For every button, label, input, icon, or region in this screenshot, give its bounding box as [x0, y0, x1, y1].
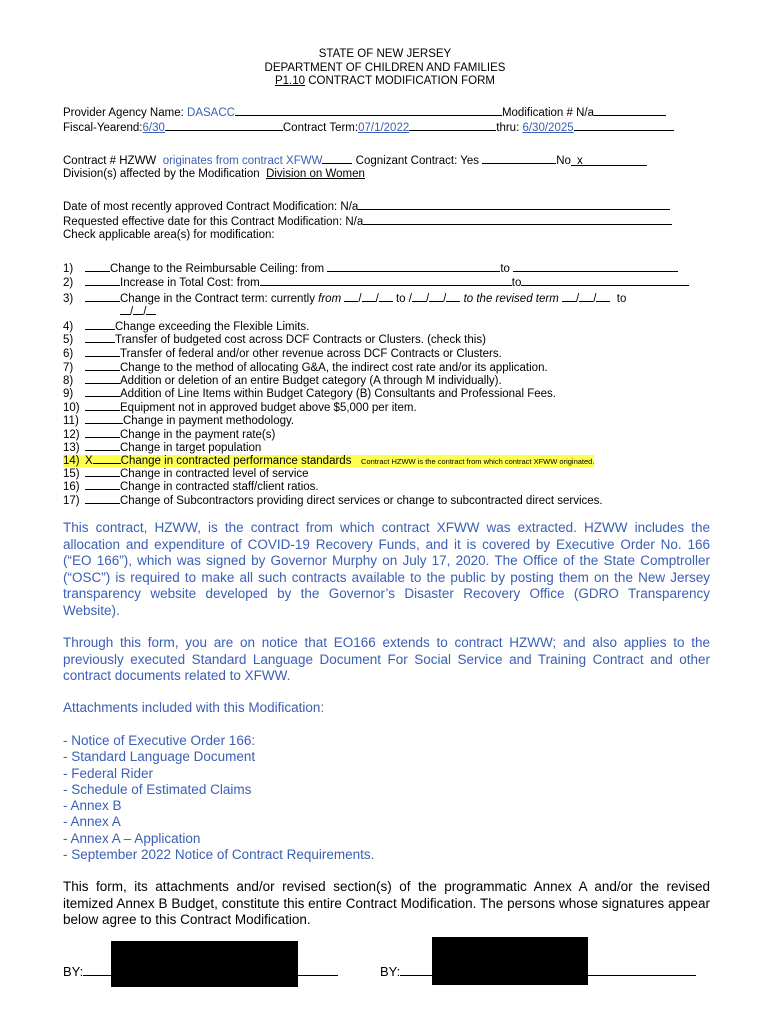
item-text: Change in contracted staff/client ratios. — [120, 481, 319, 493]
list-item: - September 2022 Notice of Contract Requirements. — [63, 847, 375, 863]
item-number: 12) — [63, 429, 80, 441]
item-number: 13) — [63, 442, 80, 454]
date-blank — [379, 290, 393, 302]
thru-label: thru: — [496, 122, 523, 134]
attachments-list — [63, 733, 374, 863]
form-code: P1.10 — [274, 75, 306, 87]
item-blank — [85, 331, 115, 343]
date-blank — [146, 303, 156, 315]
item-to: to / — [395, 293, 412, 305]
thru-blank — [574, 119, 674, 131]
item-3-continued — [120, 303, 156, 319]
item-blank — [85, 412, 123, 424]
date-slash: / — [593, 293, 597, 305]
item-from-blank — [260, 274, 512, 286]
date-blank — [362, 290, 376, 302]
date-blank — [412, 290, 426, 302]
by-label: BY: — [380, 964, 401, 979]
fiscal-blank — [165, 119, 283, 131]
check-areas-label: Check applicable area(s) for modification: — [63, 229, 275, 241]
fiscal-value: 6/30 — [142, 122, 165, 134]
item-number: 11) — [63, 415, 79, 427]
item-from-blank — [327, 260, 500, 272]
hzww-explanation-paragraph: This contract, HZWW, is the contract from which contract XFWW was extracted. HZWW includes the allocation and expenditure of COVID-19 Recovery Funds, and it is covered by Executive Order No. 166 (“EO 166”), which was signed by Governor Murphy on July 17, 2020. The Office of the State Comptroller (“OSC”) is required to make all such contracts available to the public by posting them on the New Jersey transparency website developed by the Governor’s Disaster Recovery Office (GDRO Transparency Website). — [63, 520, 710, 618]
thru-value: 6/30/2025 — [522, 122, 574, 134]
list-item: - Annex A – Application — [63, 830, 201, 846]
contract-term-blank — [409, 119, 496, 131]
date-slash: / — [425, 293, 430, 305]
item-blank — [85, 274, 120, 286]
date-slash: / — [375, 293, 379, 305]
header-department: DEPARTMENT OF CHILDREN AND FAMILIES — [264, 62, 506, 74]
item-check-mark: X — [85, 455, 93, 467]
division-label: Division(s) affected by the Modification — [63, 168, 260, 180]
cognizant-label: Cognizant Contract: Yes — [355, 155, 480, 167]
item-blank — [85, 318, 115, 330]
list-item: - Federal Rider — [63, 765, 154, 781]
item-number: 6) — [63, 348, 74, 360]
item-number: 5) — [63, 334, 74, 346]
cognizant-no-value: x — [576, 155, 583, 167]
provider-label: Provider Agency Name: — [63, 107, 188, 119]
modification-blank — [594, 104, 666, 116]
contract-term-value: 07/1/2022 — [358, 122, 410, 134]
date-blank — [562, 290, 576, 302]
contract-number-line — [63, 152, 647, 168]
item-revised: to the revised term — [463, 293, 559, 305]
list-item: - Annex B — [63, 798, 122, 814]
item-17 — [63, 492, 603, 508]
item-text: Equipment not in approved budget above $5,000 per item. — [120, 402, 417, 414]
fiscal-label: Fiscal-Yearend: — [63, 122, 143, 134]
provider-value: DASACC — [187, 107, 235, 119]
redacted-signature-left — [111, 941, 298, 987]
modification-label: Modification # N/a — [501, 107, 594, 119]
requested-date-blank — [363, 213, 672, 225]
date-blank — [596, 290, 610, 302]
item-number: 2) — [63, 277, 74, 289]
item-number: 10) — [63, 402, 80, 414]
provider-line — [63, 104, 666, 120]
item-number: 16) — [63, 481, 80, 493]
item-blank — [85, 492, 120, 504]
list-item: - Standard Language Document — [63, 749, 256, 765]
item-blank — [85, 345, 120, 357]
date-blank — [446, 290, 460, 302]
attachments-label: Attachments included with this Modification: — [63, 700, 325, 715]
item-number: 15) — [63, 468, 80, 480]
date-slash: / — [130, 306, 134, 318]
item-blank — [85, 372, 120, 384]
item-number: 4) — [63, 321, 74, 333]
item-blank — [85, 399, 120, 411]
item-to: to — [511, 277, 522, 289]
item-blank — [85, 290, 120, 302]
requested-date-line — [63, 213, 672, 229]
cognizant-no-blank — [571, 154, 647, 166]
item-text: Change to the method of allocating G&A, the indirect cost rate and/or its application. — [120, 362, 548, 374]
date-slash: / — [443, 293, 447, 305]
recent-mod-blank — [358, 198, 670, 210]
item-text: Change in the Contract term: currently — [120, 293, 319, 305]
item-blank — [85, 385, 120, 397]
item-to-blank — [521, 274, 689, 286]
item-to: to — [616, 293, 627, 305]
date-blank — [429, 290, 443, 302]
date-blank — [133, 303, 143, 315]
agreement-paragraph: This form, its attachments and/or revised section(s) of the programmatic Annex A and/or the revised itemized Annex B Budget, constitute this entire Contract Modification. The persons whose signatures appear below agree to this Contract Modification. — [63, 879, 710, 927]
item-number: 8) — [63, 375, 74, 387]
division-value: Division on Women — [266, 168, 365, 180]
item-text: Change to the Reimbursable Ceiling: from — [110, 263, 325, 275]
item-text: Change in contracted level of service — [120, 468, 309, 480]
item-text: Addition of Line Items within Budget Category (B) Consultants and Professional Fees. — [120, 388, 556, 400]
header-state: STATE OF NEW JERSEY — [318, 48, 452, 60]
item-number: 3) — [63, 293, 74, 305]
item-text: Change in payment methodology. — [123, 415, 295, 427]
item-blank — [85, 478, 120, 490]
item-text: Addition or deletion of an entire Budget category (A through M individually). — [120, 375, 502, 387]
list-item: - Schedule of Estimated Claims — [63, 781, 252, 797]
fiscal-line — [63, 119, 674, 135]
item-text: Change in target population — [120, 442, 262, 454]
recent-mod-label: Date of most recently approved Contract Modification: N/a — [63, 201, 359, 213]
item-text: Transfer of budgeted cost across DCF Contracts or Clusters. (check this) — [115, 334, 486, 346]
list-item: - Notice of Executive Order 166: — [63, 733, 256, 748]
date-slash: / — [358, 293, 362, 305]
item-number: 9) — [63, 388, 74, 400]
item-text: Transfer of federal and/or other revenue across DCF Contracts or Clusters. — [120, 348, 502, 360]
date-blank — [344, 290, 358, 302]
item-number: 7) — [63, 362, 74, 374]
header-form-title — [0, 74, 770, 88]
item-number: 14) — [63, 455, 80, 467]
item-text: Change in contracted performance standards — [120, 455, 352, 467]
contract-number-label: Contract # HZWW — [63, 155, 157, 167]
item-from: from — [318, 293, 342, 305]
item-to: to — [500, 263, 510, 275]
item-blank — [93, 452, 121, 464]
redacted-signature-right — [432, 937, 588, 985]
list-item: - Annex A — [63, 814, 121, 830]
item-text: Change in the payment rate(s) — [120, 429, 276, 441]
item-blank — [85, 465, 120, 477]
item-number: 17) — [63, 495, 80, 507]
item-blank — [85, 439, 120, 451]
requested-date-label: Requested effective date for this Contract Modification: N/a — [63, 216, 364, 228]
form-title-rest: CONTRACT MODIFICATION FORM — [305, 75, 495, 87]
contract-origin-note: originates from contract XFWW — [162, 155, 323, 167]
cognizant-no-label: No — [556, 155, 571, 167]
item-2 — [63, 274, 689, 290]
provider-blank — [235, 104, 502, 116]
item-text: Increase in Total Cost: from — [120, 277, 260, 289]
eo166-notice-paragraph: Through this form, you are on notice that EO166 extends to contract HZWW; and also applies to the previously executed Standard Language Document For Social Service and Training Contract and other contract documents related to XFWW. — [63, 635, 710, 683]
contract-term-label: Contract Term: — [282, 122, 359, 134]
item-text: Change of Subcontractors providing direct services or change to subcontracted direct services. — [120, 495, 603, 507]
date-blank — [579, 290, 593, 302]
item-number: 1) — [63, 263, 74, 275]
division-line — [63, 167, 365, 181]
contract-number-blank — [322, 152, 352, 164]
item-14-note: Contract HZWW is the contract from which contract XFWW originated. — [361, 457, 595, 466]
item-blank — [85, 260, 110, 272]
item-to-blank — [513, 260, 678, 272]
date-blank — [120, 303, 130, 315]
item-blank — [85, 426, 120, 438]
date-slash: / — [576, 293, 580, 305]
date-slash: / — [143, 306, 147, 318]
item-text: Change exceeding the Flexible Limits. — [115, 321, 310, 333]
recent-mod-line — [63, 198, 670, 214]
item-blank — [85, 359, 120, 371]
by-label: BY: — [63, 964, 84, 979]
cognizant-yes-blank — [482, 152, 556, 164]
